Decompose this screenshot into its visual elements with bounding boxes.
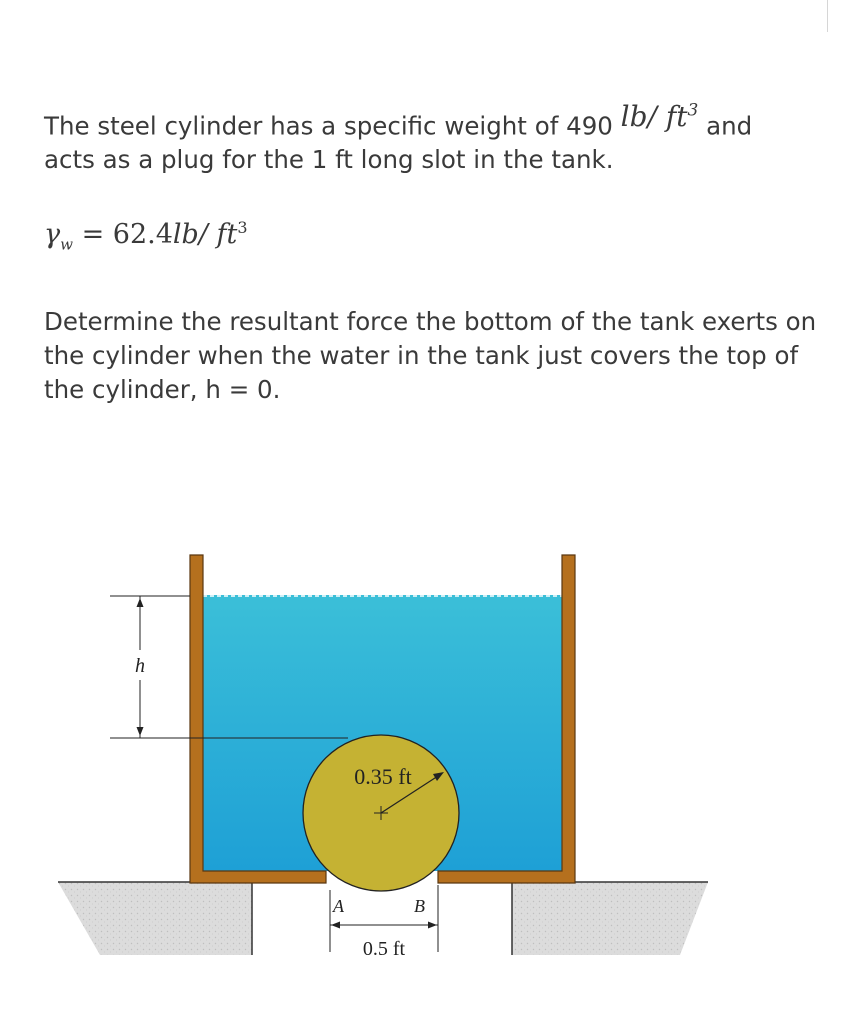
gamma-water-equation: $\gamma_w = 62.4lb/$ $ft^3$	[44, 218, 248, 254]
unit-lb-ft3: lb/ $ft^3$	[620, 100, 699, 134]
intro-line2: acts as a plug for the 1 ft long slot in the tank.	[44, 145, 614, 175]
radius-label: 0.35 ft	[354, 764, 412, 789]
h-arrow-down	[137, 727, 144, 736]
question-text: Determine the resultant force the bottom of the tank exerts on the cylinder when the water in the tank just covers the top of the cylinder, h = 0.	[44, 307, 817, 404]
tank-figure	[40, 540, 720, 960]
h-label: h	[135, 655, 145, 677]
point-A-label: A	[333, 896, 344, 916]
slot-width-label: 0.5 ft	[362, 938, 406, 960]
ground-left	[58, 882, 252, 955]
ground-right	[512, 882, 708, 955]
slot-arrow-left	[331, 922, 340, 929]
intro-and: and	[706, 111, 753, 141]
scrollbar-mark	[827, 0, 828, 32]
point-B-label: B	[414, 896, 425, 916]
h-arrow-up	[137, 598, 144, 607]
intro-text: The steel cylinder has a specific weight of 490	[44, 111, 613, 141]
slot-arrow-right	[428, 922, 437, 929]
problem-statement	[44, 102, 844, 177]
